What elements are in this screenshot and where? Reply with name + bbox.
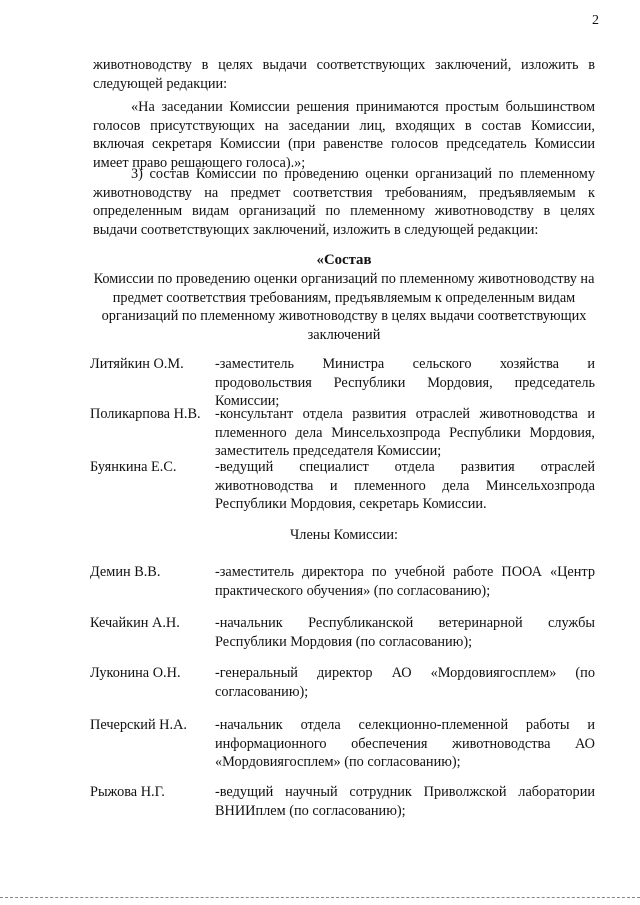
page-bottom-divider (0, 897, 640, 898)
member-name: Рыжова Н.Г. (90, 784, 165, 800)
member-role: -заместитель директора по учебной работе ПООА «Центр практического обучения» (по согласованию); (215, 564, 595, 599)
leadership-entry (90, 405, 595, 465)
intro-paragraph-3: 3) состав Комиссии по проведению оценки организаций по племенному животноводству на предмет соответствия требованиям, предъявляемым к определенным видам организаций по племенному животноводству в целях выдачи соответствующих заключений, изложить в следующей редакции: (93, 166, 595, 238)
member-name: Поликарпова Н.В. (90, 406, 201, 422)
member-name: Демин В.В. (90, 564, 161, 580)
leadership-entry (90, 458, 595, 518)
member-entry (90, 716, 595, 776)
page-number: 2 (592, 13, 599, 28)
member-entry (90, 783, 595, 843)
member-name: Буянкина Е.С. (90, 459, 177, 475)
member-name: Печерский Н.А. (90, 717, 187, 733)
members-title: Члены Комиссии: (290, 527, 398, 543)
composition-heading: «Состав (316, 252, 372, 268)
member-name: Луконина О.Н. (90, 665, 181, 681)
member-name: Литяйкин О.М. (90, 356, 184, 372)
intro-paragraph-1: животноводству в целях выдачи соответствующих заключений, изложить в следующей редакции: (93, 57, 595, 92)
member-role: -ведущий специалист отдела развития отраслей животноводства и племенного дела Минсельхозпрода Республики Мордовия, секретарь Комиссии. (215, 459, 595, 512)
intro-paragraph-2: «На заседании Комиссии решения принимаются простым большинством голосов присутствующих на заседании лиц, входящих в состав Комиссии, включая секретаря Комиссии (при равенстве голосов председатель Комиссии имеет право решающего голоса).»; (93, 99, 595, 171)
member-role: -ведущий научный сотрудник Приволжской лаборатории ВНИИплем (по согласованию); (215, 784, 595, 819)
member-role: -начальник Республиканской ветеринарной службы Республики Мордовия (по согласованию); (215, 615, 595, 650)
composition-subtitle: Комиссии по проведению оценки организаций по племенному животноводству на предмет соответствия требованиям, предъявляемым к определенным видам организаций по племенному животноводству в целях выдачи соответствующих заключений (93, 271, 595, 343)
member-role: -начальник отдела селекционно-племенной работы и информационного обеспечения животноводства АО «Мордовиягосплем» (по согласованию); (215, 717, 595, 770)
member-role: -генеральный директор АО «Мордовиягосплем» (по согласованию); (215, 665, 595, 700)
member-entry (90, 664, 595, 724)
member-role: -консультант отдела развития отраслей животноводства и племенного дела Минсельхозпрода Республики Мордовия, заместитель председателя Комиссии; (215, 406, 595, 459)
member-name: Кечайкин А.Н. (90, 615, 180, 631)
member-role: -заместитель Министра сельского хозяйства и продовольствия Республики Мордовия, председатель Комиссии; (215, 356, 595, 409)
